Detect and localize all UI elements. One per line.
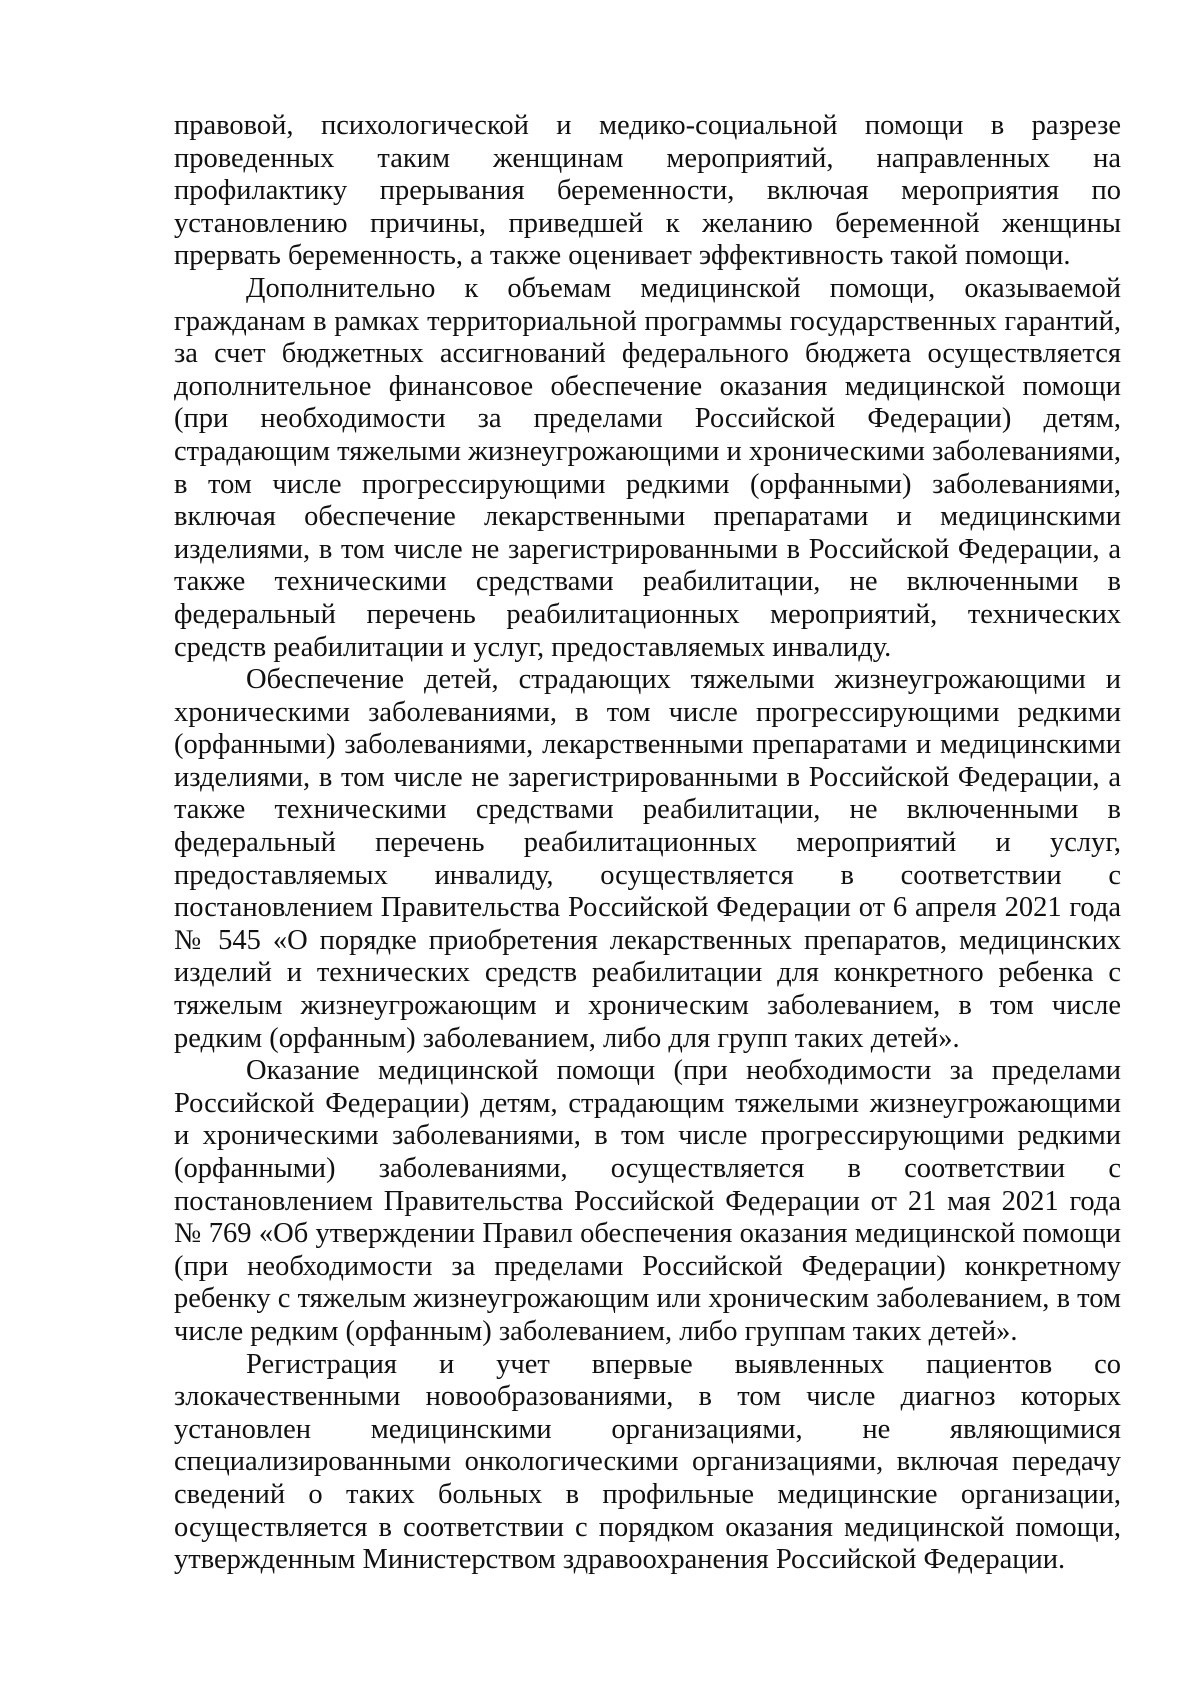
document-page bbox=[174, 110, 1121, 1577]
paragraph-additional-funding: Дополнительно к объемам медицинской помощи, оказываемой гражданам в рамках территориальной программы государственных гарантий, за счет бюджетных ассигнований федерального бюджета осуществляется дополнительное финансовое обеспечение оказания медицинской помощи (при необходимости за пределами Российской Федерации) детям, страдающим тяжелыми жизнеугрожающими и хроническими заболеваниями, в том числе прогрессирующими редкими (орфанными) заболеваниями, включая обеспечение лекарственными препаратами и медицинскими изделиями, в том числе не зарегистрированными в Российской Федерации, а также техническими средствами реабилитации, не включенными в федеральный перечень реабилитационных мероприятий, технических средств реабилитации и услуг, предоставляемых инвалиду. bbox=[174, 272, 1121, 663]
paragraph-oncology-registration: Регистрация и учет впервые выявленных пациентов со злокачественными новообразованиями, в том числе диагноз которых установлен медицинскими организациями, не являющимися специализированными онкологическими организациями, включая передачу сведений о таких больных в профильные медицинские организации, осуществляется в соответствии с порядком оказания медицинской помощи, утвержденным Министерством здравоохранения Российской Федерации. bbox=[174, 1348, 1121, 1576]
paragraph-children-supply: Обеспечение детей, страдающих тяжелыми жизнеугрожающими и хроническими заболеваниями, в том числе прогрессирующими редкими (орфанными) заболеваниями, лекарственными препаратами и медицинскими изделиями, в том числе не зарегистрированными в Российской Федерации, а также техническими средствами реабилитации, не включенными в федеральный перечень реабилитационных мероприятий и услуг, предоставляемых инвалиду, осуществляется в соответствии с постановлением Правительства Российской Федерации от 6 апреля 2021 года № 545 «О порядке приобретения лекарственных препаратов, медицинских изделий и технических средств реабилитации для конкретного ребенка с тяжелым жизнеугрожающим и хроническим заболеванием, в том числе редким (орфанным) заболеванием, либо для групп таких детей». bbox=[174, 664, 1121, 1054]
paragraph-continuation: правовой, психологической и медико-социальной помощи в разрезе проведенных таким женщинам мероприятий, направленных на профилактику прерывания беременности, включая мероприятия по установлению причины, приведшей к желанию беременной женщины прервать беременность, а также оценивает эффективность такой помощи. bbox=[174, 110, 1121, 272]
paragraph-medical-care-abroad: Оказание медицинской помощи (при необходимости за пределами Российской Федерации) детям, страдающим тяжелыми жизнеугрожающими и хроническими заболеваниями, в том числе прогрессирующими редкими (орфанными) заболеваниями, осуществляется в соответствии с постановлением Правительства Российской Федерации от 21 мая 2021 года № 769 «Об утверждении Правил обеспечения оказания медицинской помощи (при необходимости за пределами Российской Федерации) конкретному ребенку с тяжелым жизнеугрожающим или хроническим заболеванием, в том числе редким (орфанным) заболеванием, либо группам таких детей». bbox=[174, 1055, 1121, 1347]
